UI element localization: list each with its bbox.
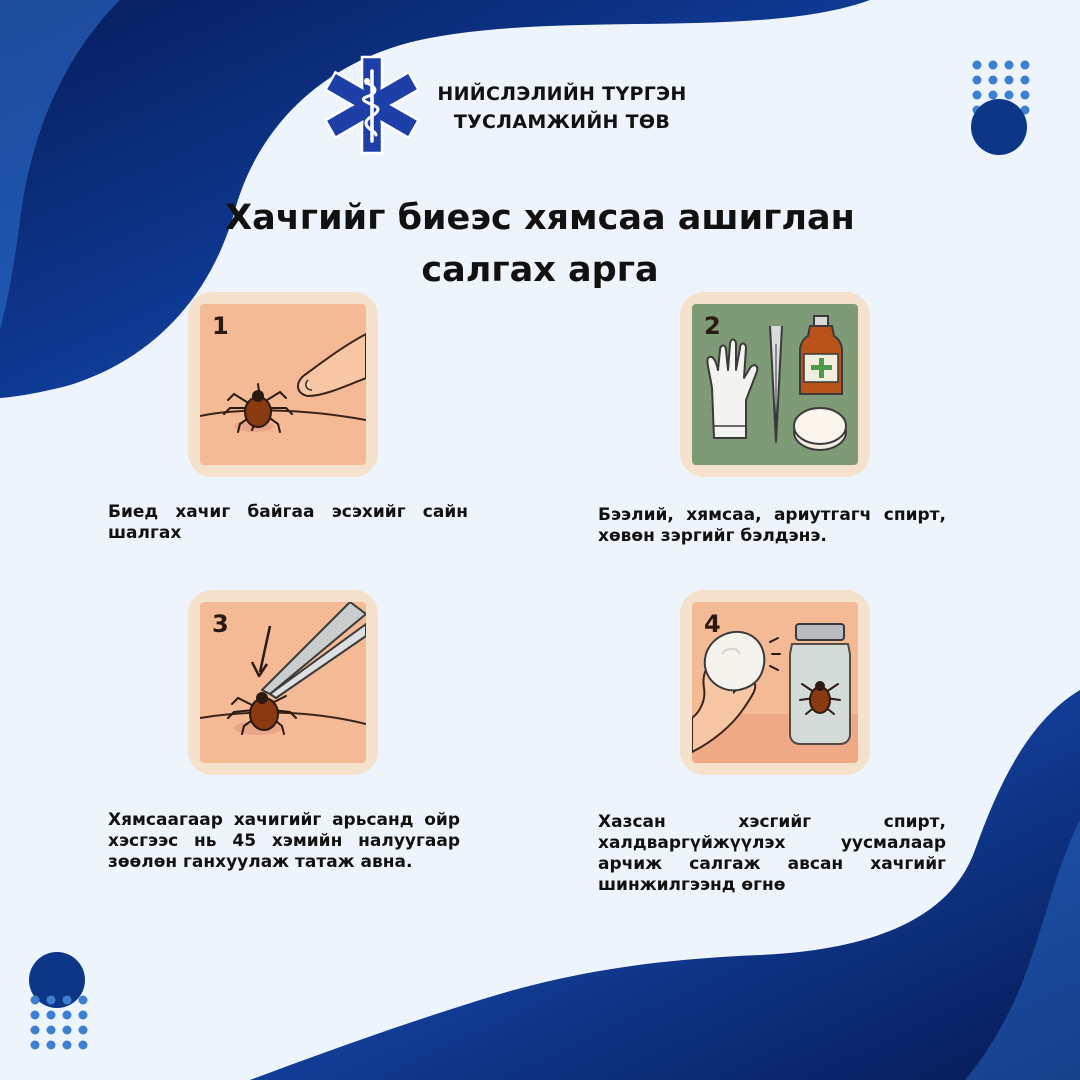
org-name-line-2: ТУСЛАМЖИЙН ТӨВ xyxy=(453,111,671,133)
step-2-text: Бээлий, хямсаа, ариутгагч спирт, хөвөн зэргийг бэлдэнэ. xyxy=(598,505,946,546)
step-3-card xyxy=(188,590,378,775)
organization-name xyxy=(432,80,692,136)
step-3-number: 3 xyxy=(212,610,229,638)
step-1-card xyxy=(188,292,378,477)
top-right-circle xyxy=(971,99,1027,155)
step-2-number: 2 xyxy=(704,312,721,340)
step-1-text: Биед хачиг байгаа эсэхийг сайн шалгах xyxy=(108,502,468,543)
title-line-1: Хачгийг биеэс хямсаа ашиглан xyxy=(225,198,855,238)
step-2-card xyxy=(680,292,870,477)
step-3-text: Хямсаагаар хачигийг арьсанд ойр хэсгээс нь 45 хэмийн налуугаар зөөлөн ганхуулаж татаж авна. xyxy=(108,810,460,872)
step-4-card xyxy=(680,590,870,775)
org-name-line-1: НИЙСЛЭЛИЙН ТҮРГЭН xyxy=(437,83,687,105)
step-1-number: 1 xyxy=(212,312,229,340)
page-title xyxy=(140,192,940,296)
step-4-text: Хазсан хэсгийг спирт, халдваргүйжүүлэх уусмалаар арчиж салгаж авсан хачгийг шинжилгээнд өгнө xyxy=(598,812,946,895)
star-of-life-icon xyxy=(322,55,422,155)
title-line-2: салгах арга xyxy=(421,250,659,290)
step-4-number: 4 xyxy=(704,610,721,638)
